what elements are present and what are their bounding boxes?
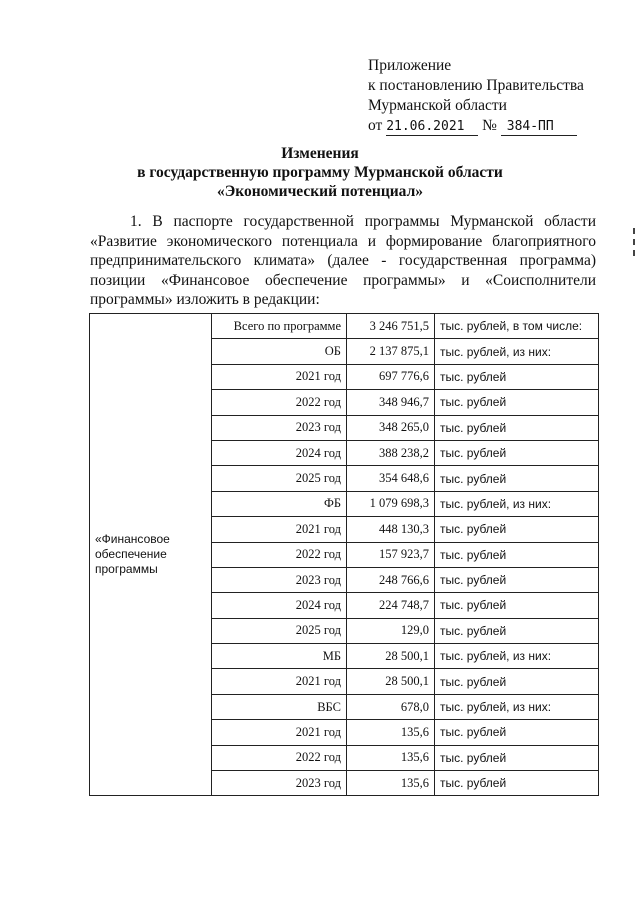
unit-cell: тыс. рублей <box>435 593 599 618</box>
unit-cell: тыс. рублей <box>435 618 599 643</box>
resolution-date: 21.06.2021 <box>386 119 478 136</box>
unit-cell: тыс. рублей <box>435 720 599 745</box>
value-cell: 2 137 875,1 <box>347 339 435 364</box>
section-cell: 2021 год <box>212 669 347 694</box>
value-cell: 348 265,0 <box>347 415 435 440</box>
table-row <box>90 314 599 339</box>
value-cell: 3 246 751,5 <box>347 314 435 339</box>
section-cell: 2024 год <box>212 440 347 465</box>
unit-cell: тыс. рублей <box>435 517 599 542</box>
section-cell: 2022 год <box>212 542 347 567</box>
section-cell: 2023 год <box>212 415 347 440</box>
unit-cell: тыс. рублей <box>435 542 599 567</box>
paragraph-line-2: «Развитие экономического потенциала и формирование благоприятного <box>90 232 596 250</box>
section-cell: 2022 год <box>212 390 347 415</box>
unit-cell: тыс. рублей <box>435 567 599 592</box>
unit-cell: тыс. рублей <box>435 390 599 415</box>
paragraph-1 <box>90 212 596 310</box>
section-cell: Всего по программе <box>212 314 347 339</box>
section-cell: 2022 год <box>212 745 347 770</box>
title-line-1: Изменения <box>281 145 359 162</box>
annex-header <box>368 56 584 136</box>
paragraph-line-3: предпринимательского климата» (далее - государственная программа) <box>90 252 596 269</box>
section-cell: 2023 год <box>212 771 347 796</box>
section-cell: ОБ <box>212 339 347 364</box>
value-cell: 248 766,6 <box>347 567 435 592</box>
section-cell: 2023 год <box>212 567 347 592</box>
scan-edge-mark <box>633 228 638 256</box>
unit-cell: тыс. рублей <box>435 466 599 491</box>
unit-cell: тыс. рублей <box>435 669 599 694</box>
unit-cell: тыс. рублей <box>435 415 599 440</box>
value-cell: 28 500,1 <box>347 644 435 669</box>
section-cell: 2025 год <box>212 466 347 491</box>
financing-label-cell: «Финансовое обеспечение программы <box>90 314 212 796</box>
paragraph-line-4: позиции «Финансовое обеспечение программы» и «Соисполнители <box>90 271 596 289</box>
paragraph-line-1: 1. В паспорте государственной программы Мурманской области <box>130 213 596 230</box>
value-cell: 1 079 698,3 <box>347 491 435 516</box>
section-cell: 2021 год <box>212 364 347 389</box>
paragraph-line-5: программы» изложить в редакции: <box>90 291 320 308</box>
unit-cell: тыс. рублей <box>435 771 599 796</box>
section-cell: 2021 год <box>212 517 347 542</box>
financing-table <box>89 313 599 796</box>
section-cell: 2024 год <box>212 593 347 618</box>
annex-line-2: к постановлению Правительства <box>368 77 584 94</box>
from-label: от <box>368 117 383 134</box>
annex-line-1: Приложение <box>368 57 452 74</box>
value-cell: 135,6 <box>347 720 435 745</box>
section-cell: 2025 год <box>212 618 347 643</box>
value-cell: 388 238,2 <box>347 440 435 465</box>
value-cell: 697 776,6 <box>347 364 435 389</box>
value-cell: 224 748,7 <box>347 593 435 618</box>
unit-cell: тыс. рублей, в том числе: <box>435 314 599 339</box>
value-cell: 348 946,7 <box>347 390 435 415</box>
unit-cell: тыс. рублей <box>435 364 599 389</box>
number-label: № <box>482 117 497 134</box>
annex-date-line <box>368 116 584 136</box>
section-cell: ФБ <box>212 491 347 516</box>
value-cell: 129,0 <box>347 618 435 643</box>
title-line-2: в государственную программу Мурманской области <box>137 164 503 181</box>
annex-line-3: Мурманской области <box>368 97 507 114</box>
unit-cell: тыс. рублей <box>435 745 599 770</box>
document-title <box>0 144 640 201</box>
section-cell: 2021 год <box>212 720 347 745</box>
value-cell: 157 923,7 <box>347 542 435 567</box>
value-cell: 135,6 <box>347 745 435 770</box>
value-cell: 678,0 <box>347 694 435 719</box>
financing-table-body <box>90 314 599 796</box>
unit-cell: тыс. рублей, из них: <box>435 491 599 516</box>
section-cell: ВБС <box>212 694 347 719</box>
value-cell: 28 500,1 <box>347 669 435 694</box>
title-line-3: «Экономический потенциал» <box>216 183 424 200</box>
section-cell: МБ <box>212 644 347 669</box>
value-cell: 448 130,3 <box>347 517 435 542</box>
unit-cell: тыс. рублей, из них: <box>435 694 599 719</box>
resolution-number: 384-ПП <box>501 119 577 136</box>
unit-cell: тыс. рублей <box>435 440 599 465</box>
value-cell: 135,6 <box>347 771 435 796</box>
value-cell: 354 648,6 <box>347 466 435 491</box>
unit-cell: тыс. рублей, из них: <box>435 644 599 669</box>
unit-cell: тыс. рублей, из них: <box>435 339 599 364</box>
